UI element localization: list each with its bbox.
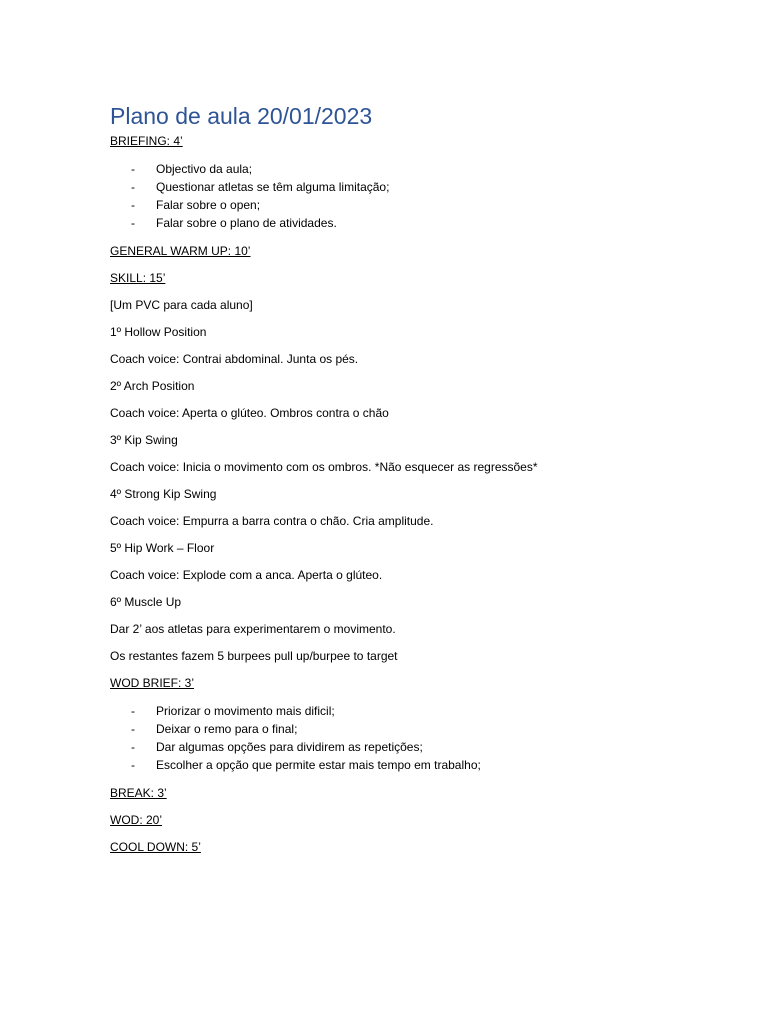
skill-line: 5º Hip Work – Floor <box>110 541 215 555</box>
list-item: - Questionar atletas se têm alguma limitação; <box>131 180 390 194</box>
break-heading: BREAK: 3’ <box>110 786 167 800</box>
skill-line: Coach voice: Contrai abdominal. Junta os pés. <box>110 352 359 366</box>
wod-heading: WOD: 20’ <box>110 813 163 827</box>
briefing-list <box>110 160 730 232</box>
skill-line: Coach voice: Empurra a barra contra o chão. Cria amplitude. <box>110 514 434 528</box>
list-item: - Objectivo da aula; <box>131 162 253 176</box>
wod-brief-list <box>110 702 730 774</box>
skill-line: 4º Strong Kip Swing <box>110 487 217 501</box>
skill-line: 3º Kip Swing <box>110 433 178 447</box>
list-item: - Deixar o remo para o final; <box>131 722 298 736</box>
dash-bullet: - <box>131 740 135 754</box>
skill-line: Coach voice: Explode com a anca. Aperta o glúteo. <box>110 568 383 582</box>
list-item: - Dar algumas opções para dividirem as repetições; <box>131 740 423 754</box>
skill-line: Coach voice: Aperta o glúteo. Ombros contra o chão <box>110 406 389 420</box>
document-page <box>110 102 730 855</box>
skill-line: Coach voice: Inicia o movimento com os ombros. *Não esquecer as regressões* <box>110 460 538 474</box>
dash-bullet: - <box>131 758 135 772</box>
dash-bullet: - <box>131 198 135 212</box>
list-item: - Escolher a opção que permite estar mais tempo em trabalho; <box>131 758 481 772</box>
skill-line: 2º Arch Position <box>110 379 195 393</box>
dash-bullet: - <box>131 722 135 736</box>
skill-line: Dar 2’ aos atletas para experimentarem o movimento. <box>110 622 396 636</box>
list-item: - Falar sobre o plano de atividades. <box>131 216 337 230</box>
general-warm-up-heading: GENERAL WARM UP: 10’ <box>110 244 251 258</box>
skill-line: Os restantes fazem 5 burpees pull up/burpee to target <box>110 649 398 663</box>
page-title: Plano de aula 20/01/2023 <box>110 103 373 129</box>
dash-bullet: - <box>131 216 135 230</box>
cool-down-heading: COOL DOWN: 5’ <box>110 840 201 854</box>
skill-heading: SKILL: 15’ <box>110 271 166 285</box>
list-item: - Priorizar o movimento mais dificil; <box>131 704 335 718</box>
wod-brief-heading: WOD BRIEF: 3’ <box>110 676 195 690</box>
dash-bullet: - <box>131 704 135 718</box>
skill-note: [Um PVC para cada aluno] <box>110 298 253 312</box>
briefing-heading: BRIEFING: 4’ <box>110 134 183 148</box>
dash-bullet: - <box>131 162 135 176</box>
list-item: - Falar sobre o open; <box>131 198 261 212</box>
skill-line: 6º Muscle Up <box>110 595 182 609</box>
skill-line: 1º Hollow Position <box>110 325 207 339</box>
dash-bullet: - <box>131 180 135 194</box>
